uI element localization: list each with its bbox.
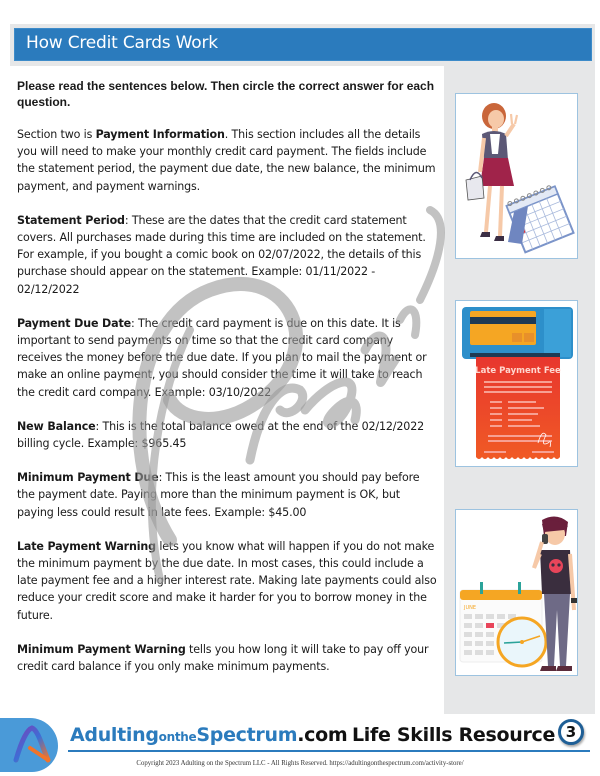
page-title: How Credit Cards Work — [26, 33, 218, 53]
footer-divider — [68, 750, 590, 752]
paragraph-payment-due-date — [17, 315, 437, 401]
term-minimum-payment-warning: Minimum Payment Warning — [17, 642, 186, 656]
paragraph-text: tells you how long it will take to pay off your credit card balance if you only make minimum payments. — [17, 642, 429, 674]
paragraph-lead: Section two is — [17, 128, 96, 141]
paragraph-late-payment-warning — [17, 538, 437, 624]
paragraph-text: : The credit card payment is due on this date. It is important to send payments on time so that the credit card company receives the money before the due date. If you plan to mail the payment or make an online payment, you should consider the time it will take to reach the credit card company. Example: 03/10/2022 — [17, 316, 427, 399]
paragraph-text: : This is the least amount you should pay before the payment date. Paying more than the minimum payment is OK, but paying less could result in late fees. Example: $45.00 — [17, 471, 420, 519]
brand-name — [70, 724, 347, 746]
woman-calendar-icon — [456, 94, 578, 259]
page-title-bar — [14, 28, 592, 61]
page-number-badge: 3 — [558, 719, 584, 745]
brand-part: Spectrum — [196, 724, 298, 746]
term-payment-information: Payment Information — [95, 128, 225, 141]
brand-part: Adulting — [70, 724, 159, 746]
term-late-payment-warning: Late Payment Warning — [17, 539, 156, 553]
term-minimum-payment-due: Minimum Payment Due — [17, 471, 159, 485]
paragraph-text: : These are the dates that the credit card statement covers. All purchases made during this time are included on the statement. For example, if you bought a comic book on 02/07/2022, the details of this purchase should appear on the statement. Example: 01/11/2022 - 02/12/2022 — [17, 213, 426, 296]
term-statement-period: Statement Period — [17, 213, 125, 227]
receipt-card-icon — [456, 301, 578, 467]
paragraph-text: lets you know what will happen if you do not make the minimum payment by the due date. In most cases, this could include a late payment fee and a higher interest rate. Making late payments could also reduce your credit score and make it harder for you to borrow money in the future. — [17, 539, 437, 622]
paragraph-payment-information — [17, 126, 437, 195]
reading-passage — [17, 78, 437, 692]
term-new-balance: New Balance — [17, 419, 96, 433]
paragraph-text: . This section includes all the details you will need to make your monthly credit card payment. The fields include the statement period, the payment due date, the new balance, the minimum payment, and payment warnings. — [17, 128, 436, 193]
brand-part: onthe — [158, 730, 197, 744]
paragraph-minimum-payment-due — [17, 469, 437, 521]
copyright-notice: Copyright 2023 Adulting on the Spectrum LLC - All Rights Reserved. https://adultingonthespectrum.com/activity-store/ — [136, 760, 464, 767]
man-phone-calendar-illustration — [455, 509, 578, 676]
man-calendar-clock-icon — [456, 510, 578, 676]
paragraph-text: : This is the total balance owed at the end of the 02/12/2022 billing cycle. Example: $965.45 — [17, 419, 425, 451]
woman-with-calendar-illustration — [455, 93, 578, 259]
brand-part: .com — [297, 724, 348, 746]
late-payment-fee-illustration — [455, 300, 578, 467]
paragraph-statement-period — [17, 212, 437, 298]
instructions: Please read the sentences below. Then circle the correct answer for each question. — [17, 79, 435, 109]
receipt-label: Late Payment Fee — [475, 366, 561, 376]
term-payment-due-date: Payment Due Date — [17, 316, 131, 330]
paragraph-minimum-payment-warning — [17, 641, 437, 675]
paragraph-new-balance — [17, 418, 437, 452]
tagline: Life Skills Resource — [352, 724, 556, 746]
calendar-month-label: JUNE — [464, 605, 477, 611]
